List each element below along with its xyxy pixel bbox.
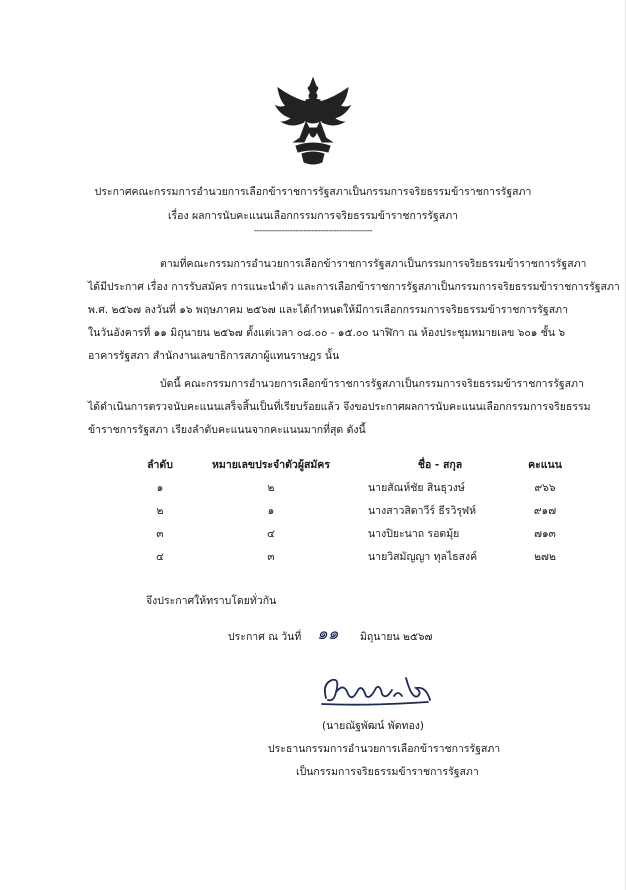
announcement-title: ประกาศคณะกรรมการอำนวยการเลือกข้าราชการรัฐสภาเป็นกรรมการจริยธรรมข้าราชการรัฐสภา [94,186,532,198]
header-rank: ลำดับ [147,459,173,471]
row-score: ๙๖๖ [534,482,556,494]
table-row [0,502,626,520]
signature-handwritten-icon [318,670,436,710]
signatory-name: (นายณัฐพัฒน์ พัดทอง) [322,720,424,732]
table-row [0,525,626,543]
row-score: ๗๑๓ [534,528,556,540]
signatory-position-line1: ประธานกรรมการอำนวยการเลือกข้าราชการรัฐสภา [268,743,501,755]
announcement-subject: เรื่อง ผลการนับคะแนนเลือกกรรมการจริยธรรมข้าราชการรัฐสภา [167,210,459,222]
table-header [0,456,626,474]
para2-line3: ข้าราชการรัฐสภา เรียงลำดับคะแนนจากคะแนนมากที่สุด ดังนี้ [88,424,366,436]
header-name: ชื่อ - สกุล [417,459,463,471]
header-candidate-number: หมายเลขประจำตัวผู้สมัคร [212,459,330,471]
date-prefix: ประกาศ ณ วันที่ [228,631,302,643]
closing-statement: จึงประกาศให้ทราบโดยทั่วกัน [146,595,277,607]
garuda-emblem-icon [272,76,354,168]
row-rank: ๒ [156,505,164,517]
table-row [0,479,626,497]
row-name: นายสัณห์ชัย สินธุวงษ์ [368,482,465,494]
row-rank: ๑ [156,482,164,494]
row-rank: ๓ [156,528,164,540]
row-name: นายวิสมัญญา ทุลไธสงค์ [368,551,478,563]
header-score: คะแนน [528,459,562,471]
row-rank: ๔ [156,551,164,563]
row-candidate-number: ๔ [267,528,275,540]
separator-line: ------------------------------------------- [253,226,373,236]
row-candidate-number: ๑ [267,505,275,517]
para1-line5: อาคารรัฐสภา สำนักงานเลขาธิการสภาผู้แทนราษฎร นั้น [88,350,340,362]
para2-line2: ได้ดำเนินการตรวจนับคะแนนเสร็จสิ้นเป็นที่เรียบร้อยแล้ว จึงขอประกาศผลการนับคะแนนเลือกกรรมการจริยธรรม [88,401,591,413]
row-candidate-number: ๓ [267,551,275,563]
para2-line1: บัดนี้ คณะกรรมการอำนวยการเลือกข้าราชการรัฐสภาเป็นกรรมการจริยธรรมข้าราชการรัฐสภา [160,378,584,390]
para1-line2: ได้มีประกาศ เรื่อง การรับสมัคร การแนะนำตัว และการเลือกข้าราชการรัฐสภาเป็นกรรมการจริยธรรมข้าราชการรัฐสภา [88,281,620,293]
para1-line1: ตามที่คณะกรรมการอำนวยการเลือกข้าราชการรัฐสภาเป็นกรรมการจริยธรรมข้าราชการรัฐสภา [160,258,587,270]
row-score: ๒๗๒ [534,551,556,563]
para1-line3: พ.ศ. ๒๕๖๗ ลงวันที่ ๑๖ พฤษภาคม ๒๕๖๗ และได้กำหนดให้มีการเลือกกรรมการจริยธรรมข้าราชการรัฐสภา [88,304,568,316]
date-month-year: มิถุนายน ๒๕๖๗ [360,631,433,643]
para1-line4: ในวันอังคารที่ ๑๑ มิถุนายน ๒๕๖๗ ตั้งแต่เวลา ๐๘.๐๐ - ๑๕.๐๐ นาฬิกา ณ ห้องประชุมหมายเลข ๖๐๑ ชั้น ๖ [88,327,566,339]
date-day-handwritten: ๑๑ [317,624,339,644]
signatory-position-line2: เป็นกรรมการจริยธรรมข้าราชการรัฐสภา [296,766,479,778]
table-row [0,548,626,566]
row-name: นางปิยะนาถ รอดมุ้ย [368,528,460,540]
row-score: ๙๑๗ [533,505,557,517]
row-name: นางสาวสิดาวีร์ ธีรวิรุฬห์ [368,505,477,517]
row-candidate-number: ๒ [267,482,275,494]
